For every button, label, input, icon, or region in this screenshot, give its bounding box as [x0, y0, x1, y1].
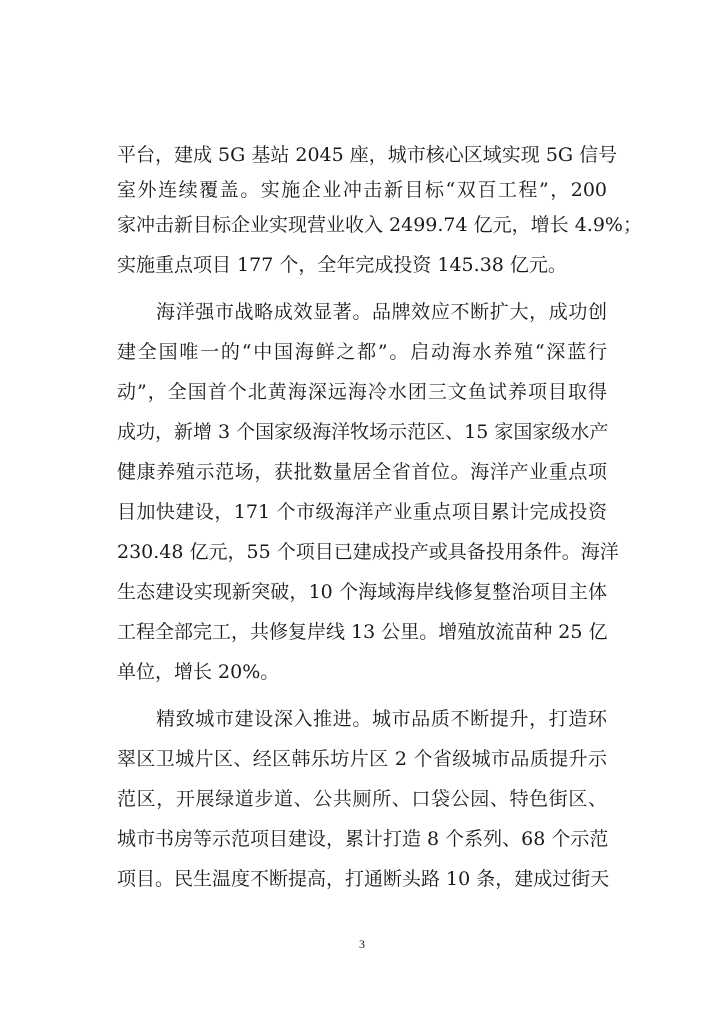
page-number: 3: [359, 937, 365, 951]
text-line: 平台，建成 5G 基站 2045 座，城市核心区域实现 5G 信号: [117, 144, 618, 166]
text-line: 建全国唯一的“中国海鲜之都”。启动海水养殖“深蓝行: [117, 341, 607, 363]
text-line: 室外连续覆盖。实施企业冲击新目标“双百工程”，200: [117, 179, 607, 201]
text-line: 目加快建设，171 个市级海洋产业重点项目累计完成投资: [117, 501, 607, 523]
text-line: 家冲击新目标企业实现营业收入 2499.74 亿元，增长 4.9%；: [117, 214, 642, 236]
paragraph-first-line: 精致城市建设深入推进。城市品质不断提升，打造环: [156, 708, 607, 730]
text-line: 工程全部完工，共修复岸线 13 公里。增殖放流苗种 25 亿: [117, 621, 608, 643]
text-line: 范区，开展绿道步道、公共厕所、口袋公园、特色街区、: [117, 788, 607, 810]
text-line: 单位，增长 20%。: [117, 661, 280, 683]
text-line: 城市书房等示范项目建设，累计打造 8 个系列、68 个示范: [117, 828, 609, 850]
text-line: 230.48 亿元，55 个项目已建成投产或具备投用条件。海洋: [117, 541, 619, 563]
text-line: 翠区卫城片区、经区韩乐坊片区 2 个省级城市品质提升示: [117, 748, 607, 770]
text-line: 健康养殖示范场，获批数量居全省首位。海洋产业重点项: [117, 461, 607, 483]
text-line: 成功，新增 3 个国家级海洋牧场示范区、15 家国家级水产: [117, 421, 609, 443]
text-line: 实施重点项目 177 个，全年完成投资 145.38 亿元。: [117, 254, 567, 276]
text-line: 动”，全国首个北黄海深远海冷水团三文鱼试养项目取得: [117, 381, 607, 403]
paragraph-first-line: 海洋强市战略成效显著。品牌效应不断扩大，成功创: [156, 301, 607, 323]
text-line: 项目。民生温度不断提高，打通断头路 10 条，建成过街天: [117, 868, 610, 890]
text-line: 生态建设实现新突破，10 个海域海岸线修复整治项目主体: [117, 581, 607, 603]
